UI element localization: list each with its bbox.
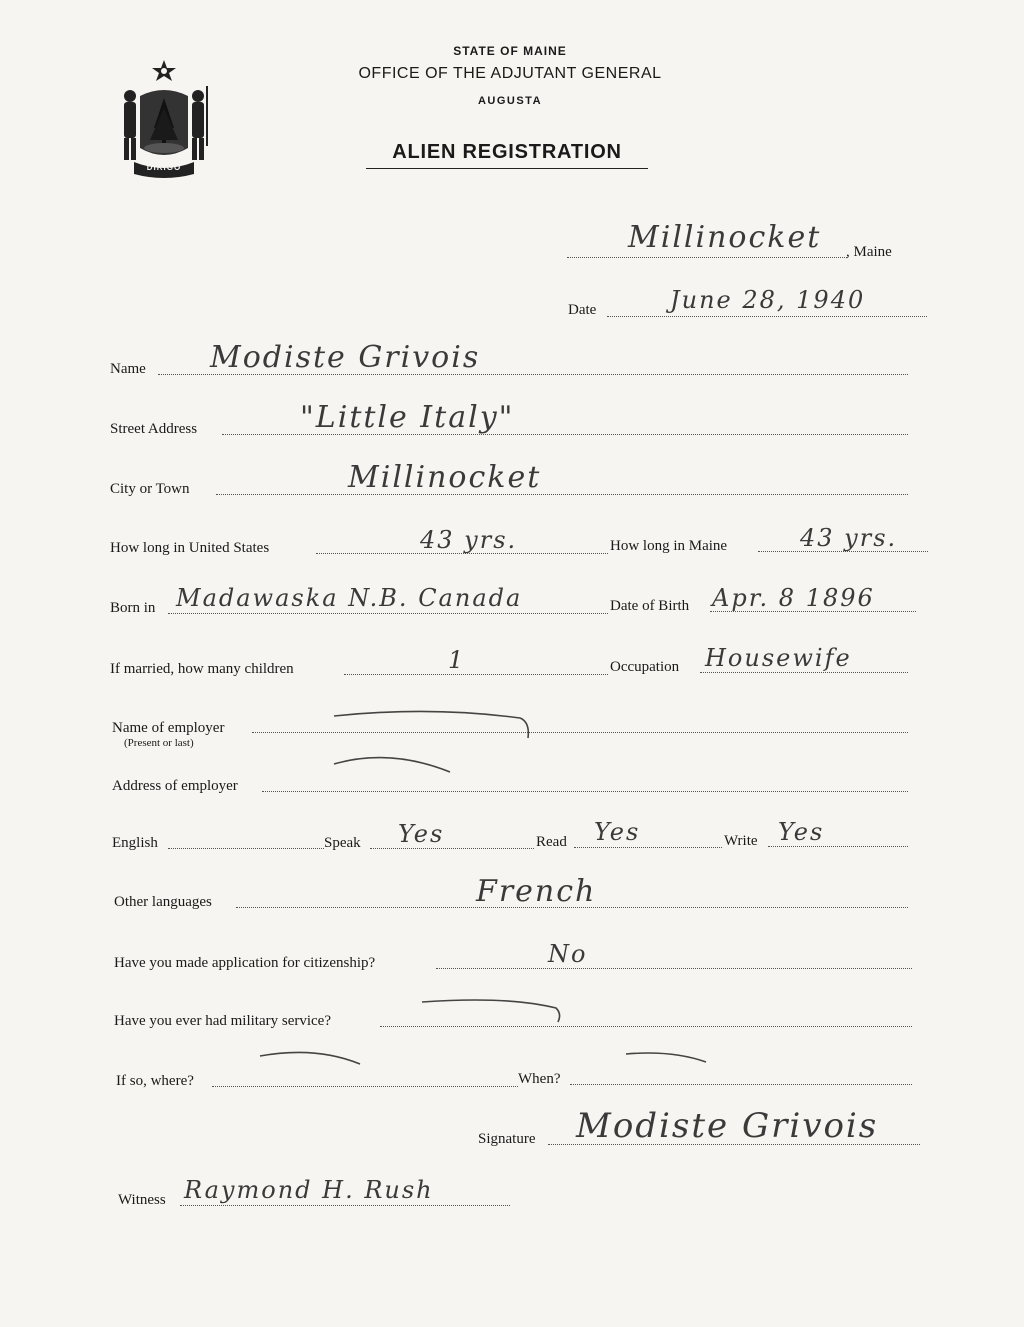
maine-suffix-label: , Maine	[846, 244, 892, 260]
where-label: If so, where?	[116, 1073, 194, 1089]
employer-address-label: Address of employer	[112, 778, 238, 794]
citizenship-label: Have you made application for citizenship?	[114, 955, 376, 971]
born-in-label: Born in	[110, 600, 156, 616]
date-of-birth-value: Apr. 8 1896	[712, 584, 875, 612]
street-address-value: "Little Italy"	[300, 400, 515, 435]
read-value: Yes	[594, 818, 641, 846]
occupation-line	[700, 672, 908, 673]
place-value: Millinocket	[628, 220, 822, 255]
witness-label: Witness	[118, 1192, 166, 1208]
when-line	[570, 1084, 912, 1085]
witness-value: Raymond H. Rush	[184, 1176, 434, 1204]
seal-motto: DIRIGO	[146, 163, 182, 172]
name-label: Name	[110, 361, 146, 377]
when-label: When?	[518, 1071, 561, 1087]
signature-label: Signature	[478, 1131, 536, 1147]
how-long-maine-value: 43 yrs.	[800, 524, 898, 552]
employer-name-blank-stroke	[330, 704, 540, 744]
english-label: English	[112, 835, 158, 851]
speak-value: Yes	[398, 820, 445, 848]
form-title: ALIEN REGISTRATION	[392, 141, 622, 163]
born-in-value: Madawaska N.B. Canada	[176, 584, 523, 612]
signature-value: Modiste Grivois	[576, 1106, 879, 1146]
occupation-value: Housewife	[705, 644, 852, 672]
read-label: Read	[536, 834, 567, 850]
city-or-town-value: Millinocket	[348, 460, 542, 495]
write-line	[768, 846, 908, 847]
witness-line	[180, 1205, 510, 1206]
military-blank-stroke	[418, 994, 568, 1024]
english-line	[168, 848, 324, 849]
city-or-town-label: City or Town	[110, 481, 190, 497]
street-address-label: Street Address	[110, 421, 198, 437]
date-of-birth-label: Date of Birth	[610, 598, 690, 614]
when-blank-stroke	[622, 1050, 712, 1068]
speak-line	[370, 848, 534, 849]
write-label: Write	[724, 833, 758, 849]
how-long-us-value: 43 yrs.	[420, 526, 518, 554]
born-in-line	[168, 613, 608, 614]
employer-address-blank-stroke	[330, 748, 460, 778]
children-value: 1	[448, 646, 466, 674]
office-heading: OFFICE OF THE ADJUTANT GENERAL	[358, 65, 662, 82]
name-value: Modiste Grivois	[210, 340, 481, 375]
title-underline	[366, 168, 648, 169]
citizenship-value: No	[548, 940, 588, 968]
military-label: Have you ever had military service?	[114, 1013, 331, 1029]
write-value: Yes	[778, 818, 825, 846]
state-heading: STATE OF MAINE	[453, 44, 567, 58]
occupation-label: Occupation	[610, 659, 680, 675]
date-line	[607, 316, 927, 317]
place-line	[567, 257, 847, 258]
other-languages-value: French	[476, 874, 597, 909]
military-line	[380, 1026, 912, 1027]
where-blank-stroke	[256, 1046, 366, 1068]
how-long-us-label: How long in United States	[110, 540, 270, 556]
citizenship-line	[436, 968, 912, 969]
married-children-line	[344, 674, 608, 675]
date-value: June 28, 1940	[670, 286, 866, 314]
read-line	[574, 847, 722, 848]
where-line	[212, 1086, 518, 1087]
other-languages-label: Other languages	[114, 894, 212, 910]
how-long-maine-label: How long in Maine	[610, 538, 728, 554]
speak-label: Speak	[324, 835, 361, 851]
employer-address-line	[262, 791, 908, 792]
married-children-label: If married, how many children	[110, 661, 294, 677]
city-heading: AUGUSTA	[477, 95, 543, 107]
employer-name-label: Name of employer	[112, 720, 225, 736]
city-or-town-line	[216, 494, 908, 495]
employer-note-label: (Present or last)	[124, 737, 194, 749]
date-label: Date	[568, 302, 597, 318]
